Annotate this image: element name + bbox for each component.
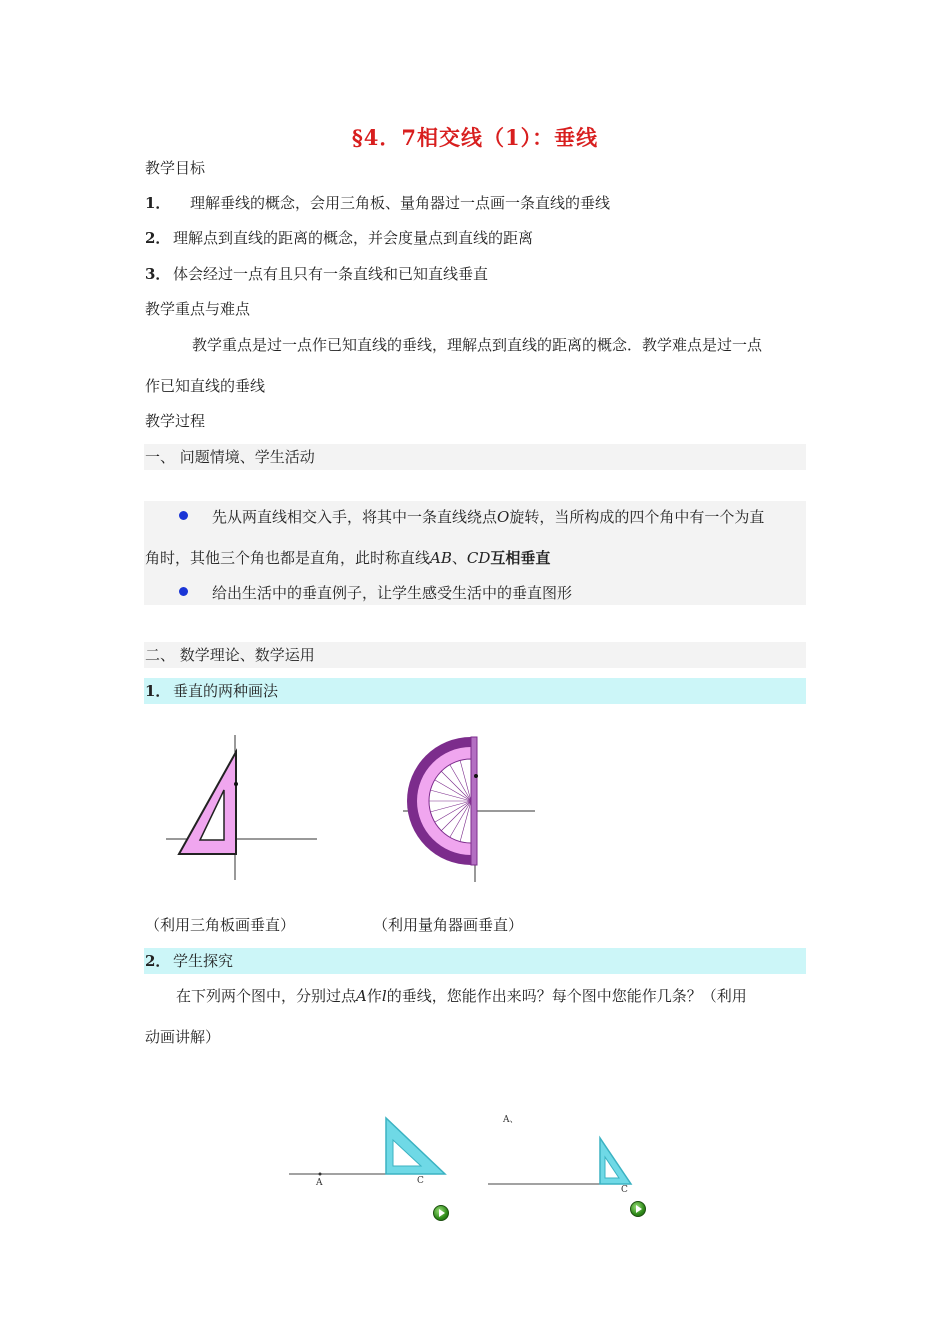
bullet-item-2: 给出生活中的垂直例子，让学生感受生活中的垂直图形 bbox=[179, 582, 572, 604]
fig3-label-c: C bbox=[417, 1176, 424, 1186]
section2-heading: 二、 数学理论、数学运用 bbox=[145, 646, 315, 664]
sub2-band bbox=[144, 948, 806, 974]
objective-num-2: 2． bbox=[145, 229, 171, 247]
play-button-icon[interactable] bbox=[433, 1205, 449, 1221]
sub2-heading: 2． 学生探究 bbox=[145, 952, 234, 970]
explore-line1: 在下列两个图中，分别过点A作l的垂线，您能作出来吗？每个图中您能作几条？（利用 bbox=[176, 987, 747, 1005]
bullet-item-1-line2: 角时，其他三个角也都是直角，此时称直线AB、CD互相垂直 bbox=[145, 549, 551, 567]
bullet-item-1-line1: 先从两直线相交入手，将其中一条直线绕点O旋转，当所构成的四个角中有一个为直 bbox=[179, 506, 764, 528]
protractor-figure bbox=[395, 730, 545, 885]
objective-text-2: 理解点到直线的距离的概念，并会度量点到直线的距离 bbox=[173, 229, 534, 247]
caption-protractor: （利用量角器画垂直） bbox=[373, 916, 524, 934]
bullet-dot-icon bbox=[179, 587, 188, 596]
objective-item-2 bbox=[145, 227, 533, 249]
key-points-para-line2: 作已知直线的垂线 bbox=[145, 377, 266, 395]
explore-line2: 动画讲解） bbox=[145, 1028, 221, 1046]
objective-text-1: 理解垂线的概念，会用三角板、量角器过一点画一条直线的垂线 bbox=[190, 194, 611, 212]
perpendicular-term: 互相垂直 bbox=[490, 549, 551, 567]
objective-text-3: 体会经过一点有且只有一条直线和已知直线垂直 bbox=[173, 265, 489, 283]
objective-num-1: 1． bbox=[145, 194, 171, 212]
fig4-label-a: A、 bbox=[503, 1115, 519, 1125]
bullet-dot-icon bbox=[179, 511, 188, 520]
process-heading: 教学过程 bbox=[145, 412, 206, 430]
fig3-label-a: A bbox=[316, 1178, 323, 1188]
sub1-heading: 1． 垂直的两种画法 bbox=[145, 682, 279, 700]
fig4-label-c: C bbox=[621, 1185, 628, 1195]
objective-item-1 bbox=[145, 192, 610, 214]
page-title: §4．7相交线（1）：垂线 bbox=[351, 125, 599, 150]
objective-num-3: 3． bbox=[145, 265, 171, 283]
objectives-heading: 教学目标 bbox=[145, 159, 206, 177]
section1-heading: 一、 问题情境、学生活动 bbox=[145, 448, 315, 466]
key-points-para-line1: 教学重点是过一点作已知直线的垂线，理解点到直线的距离的概念．教学难点是过一点 bbox=[192, 336, 763, 354]
key-points-heading: 教学重点与难点 bbox=[145, 300, 251, 318]
set-square-figure bbox=[160, 730, 325, 885]
caption-set-square: （利用三角板画垂直） bbox=[145, 916, 296, 934]
point-on-line-figure bbox=[285, 1110, 455, 1195]
objective-item-3 bbox=[145, 263, 488, 285]
play-button-icon[interactable] bbox=[630, 1201, 646, 1217]
